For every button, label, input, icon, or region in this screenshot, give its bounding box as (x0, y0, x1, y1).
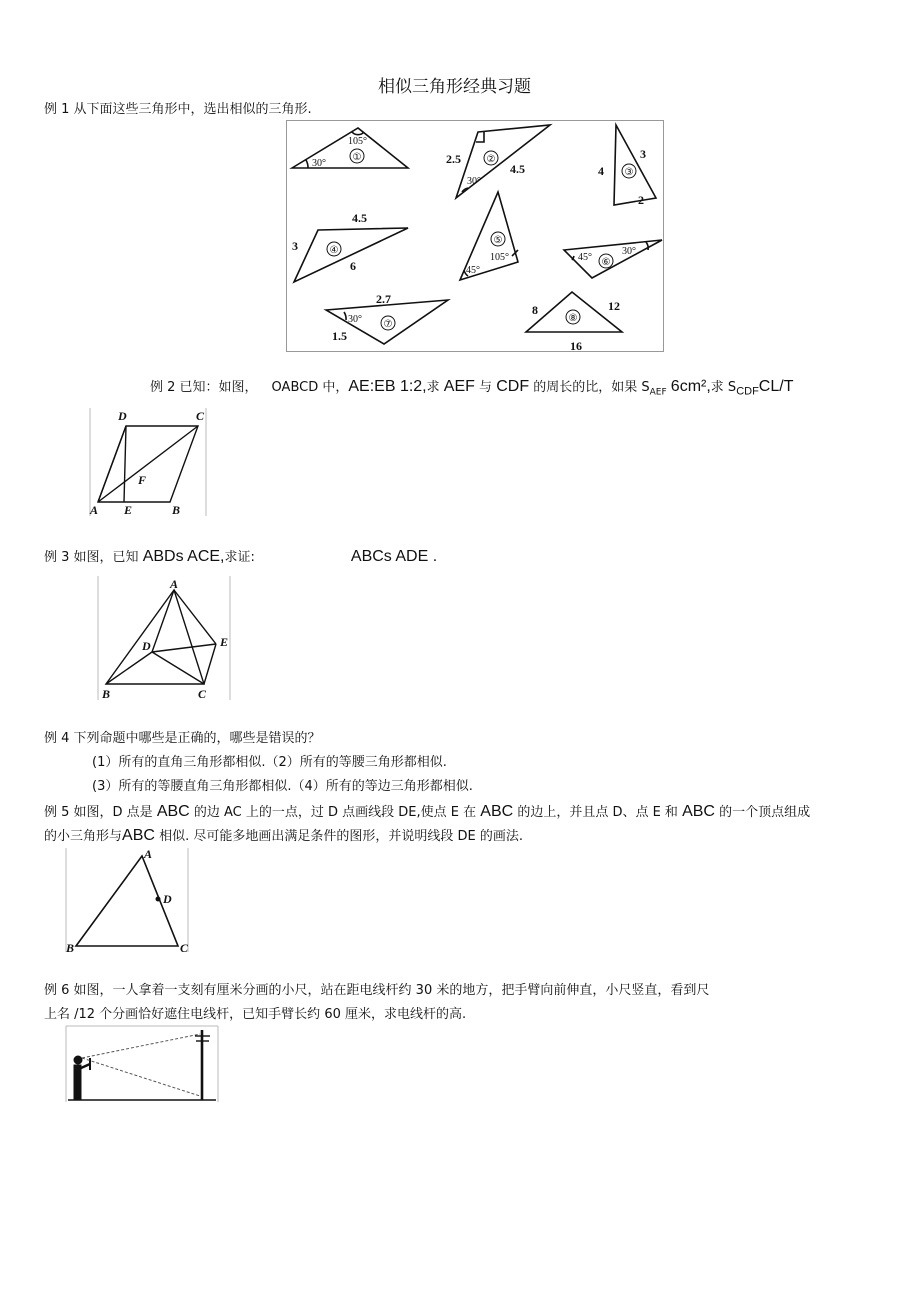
t8-side-8: 8 (532, 303, 538, 317)
label-F: F (138, 473, 147, 487)
triangle-1 (292, 128, 408, 168)
page-title: 相似三角形经典习题 (378, 77, 531, 97)
example-6-line-1: 例 6 如图，一人拿着一支刻有厘米分画的小尺，站在距电线杆约 30 米的地方，把手臂向前伸直，小尺竖直，看到尺 (44, 983, 710, 998)
t6-number: ⑥ (601, 257, 611, 268)
t3-number: ③ (624, 167, 634, 178)
example-4-text: 例 4 下列命题中哪些是正确的，哪些是错误的？ (44, 731, 321, 746)
label-E: E (220, 635, 229, 649)
example-6-line-2: 上名 /12 个分画恰好遮住电线杆，已知手臂长约 60 厘米，求电线杆的高. (44, 1007, 467, 1022)
label-C: C (198, 687, 207, 701)
utility-pole-icon (195, 1030, 210, 1100)
example-4-line-2: (3）所有的等腰直角三角形都相似.（4）所有的等边三角形都相似. (92, 779, 473, 794)
t1-angle-105: 105° (348, 136, 367, 147)
t4-side-4.5: 4.5 (352, 211, 367, 225)
triangle-2 (456, 125, 550, 198)
t5-angle-105: 105° (490, 252, 509, 263)
label-B: B (172, 503, 181, 517)
example-3-figure (96, 574, 232, 702)
t7-side-1.5: 1.5 (332, 329, 347, 343)
point-D (156, 897, 161, 902)
label-D: D (163, 892, 172, 906)
t3-side-2: 2 (638, 193, 644, 207)
triangle-4 (294, 228, 408, 282)
example-6-figure (64, 1024, 220, 1104)
triangle-3 (614, 125, 656, 205)
label-A: A (170, 577, 179, 591)
t6-angle-30: 30° (622, 246, 636, 257)
example-4-line-1: (1）所有的直角三角形都相似.（2）所有的等腰三角形都相似. (92, 755, 447, 770)
example-5-line-1: 例 5 如图，D 点是 ABC 的边 AC 上的一点，过 D 点画线段 DE,使点 E 在 ABC 的边上，并且点 D、点 E 和 ABC 的一个顶点组成 (44, 803, 811, 820)
label-C: C (180, 941, 189, 954)
example-3-text: 例 3 如图，已知 ABDs ACE,求证: ABCs ADE . (44, 548, 438, 565)
t4-number: ④ (329, 245, 339, 256)
person-icon (74, 1056, 90, 1099)
triangle-ABC (106, 590, 204, 684)
t8-number: ⑧ (568, 313, 578, 324)
t2-side-2.5: 2.5 (446, 152, 461, 166)
label-B: B (102, 687, 111, 701)
t2-number: ② (486, 154, 496, 165)
label-E: E (124, 503, 133, 517)
t5-angle-45: 45° (466, 265, 480, 276)
label-A: A (144, 847, 153, 861)
t4-side-6: 6 (350, 259, 356, 273)
t5-number: ⑤ (493, 235, 503, 246)
t8-side-12: 12 (608, 299, 620, 313)
label-D: D (118, 409, 127, 423)
label-D: D (142, 639, 151, 653)
t2-angle-30: 30° (467, 176, 481, 187)
t1-number: ① (352, 152, 362, 163)
example-5-line-2: 的小三角形与ABC 相似. 尽可能多地画出满足条件的图形，并说明线段 DE 的画法. (44, 827, 523, 844)
label-A: A (90, 503, 99, 517)
t7-side-2.7: 2.7 (376, 292, 391, 306)
t6-angle-45: 45° (578, 252, 592, 263)
t8-side-16: 16 (570, 339, 582, 352)
example-2-figure (88, 406, 210, 518)
example-5-figure (64, 846, 192, 954)
t4-side-3: 3 (292, 239, 298, 253)
t7-number: ⑦ (383, 319, 393, 330)
label-C: C (196, 409, 205, 423)
t7-angle-30: 30° (348, 314, 362, 325)
t1-angle-30: 30° (312, 158, 326, 169)
t2-side-4.5: 4.5 (510, 162, 525, 176)
label-B: B (66, 941, 75, 954)
example-2-text: 例 2 已知：如图， OABCD 中，AE:EB 1:2,求 AEF 与 CDF 的周长的比，如果 $S_{AEF}$ 6cm²,求 $S_{CDF}CL/T$ (150, 378, 794, 398)
t3-side-3: 3 (640, 147, 646, 161)
example-1-text: 例 1 从下面这些三角形中，选出相似的三角形. (44, 102, 312, 117)
t3-side-4: 4 (598, 164, 604, 178)
example-1-figure (286, 120, 664, 352)
